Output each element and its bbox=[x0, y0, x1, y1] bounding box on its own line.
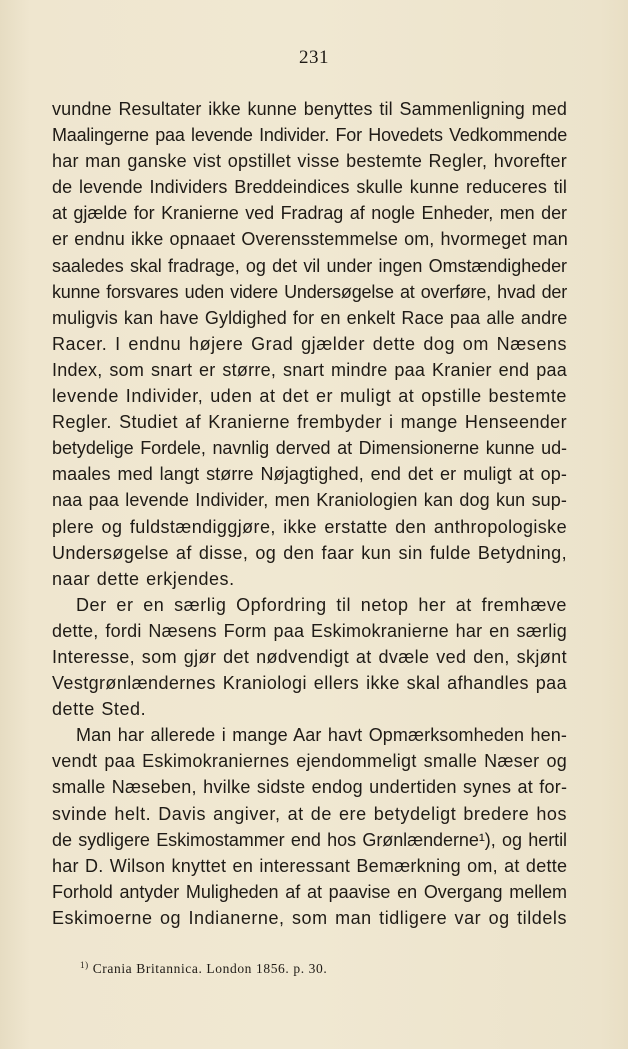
text-line: Index, som snart er større, snart mindre paa Kranier end paa bbox=[52, 359, 567, 380]
text-line: dette Sted. bbox=[52, 699, 147, 720]
text-line: muligvis kan have Gyldighed for en enkelt Race paa alle andre bbox=[52, 307, 568, 328]
text-line: plere og fuldstændiggjøre, ikke erstatte den anthropologiske bbox=[52, 516, 567, 537]
text-line: naar dette erkjendes. bbox=[52, 568, 235, 589]
text-line: maales med langt større Nøjagtighed, end det er muligt at op- bbox=[52, 464, 567, 485]
text-line: at gjælde for Kranierne ved Fradrag af nogle Enheder, men der bbox=[52, 203, 567, 224]
text-line: kunne forsvares uden videre Undersøgelse at overføre, hvad der bbox=[52, 281, 567, 302]
text-line: de levende Individers Breddeindices skulle kunne reduceres til bbox=[52, 177, 567, 198]
footnote bbox=[80, 960, 327, 977]
footnote-text: Crania Britannica. London 1856. p. 30. bbox=[92, 961, 328, 976]
text-line: vundne Resultater ikke kunne benyttes til Sammenligning med bbox=[52, 99, 567, 119]
text-line: saaledes skal fradrage, og det vil under ingen Omstændigheder bbox=[52, 255, 567, 276]
text-line: Der er en særlig Opfordring til netop her at fremhæve bbox=[76, 594, 567, 615]
text-line: svinde helt. Davis angiver, at de ere betydeligt bredere hos bbox=[52, 803, 567, 824]
body-text bbox=[52, 96, 567, 931]
text-line: Maalingerne paa levende Individer. For Hovedets Vedkommende bbox=[52, 125, 567, 146]
text-line: Interesse, som gjør det nødvendigt at dvæle ved den, skjønt bbox=[52, 646, 567, 667]
text-line: de sydligere Eskimostammer end hos Grønlænderne¹), og hertil bbox=[52, 829, 567, 850]
text-line: Man har allerede i mange Aar havt Opmærksomheden hen- bbox=[76, 725, 567, 746]
page-number: 231 bbox=[299, 47, 329, 68]
text-line: betydelige Fordele, navnlig derved at Dimensionerne kunne ud- bbox=[52, 438, 567, 459]
text-line: Eskimoerne og Indianerne, som man tidligere var og tildels bbox=[52, 907, 567, 928]
footnote-marker: 1) bbox=[80, 960, 89, 970]
text-line: er endnu ikke opnaaet Overensstemmelse om, hvormeget man bbox=[52, 229, 568, 250]
text-line: naa paa levende Individer, men Kraniologien kan dog kun sup- bbox=[52, 490, 567, 511]
text-line: Vestgrønlændernes Kraniologi ellers ikke skal afhandles paa bbox=[52, 673, 567, 694]
text-line: smalle Næseben, hvilke sidste endog undertiden synes at for- bbox=[52, 777, 568, 798]
text-line: har man ganske vist opstillet visse bestemte Regler, hvorefter bbox=[52, 151, 567, 172]
text-line: dette, fordi Næsens Form paa Eskimokranierne har en særlig bbox=[52, 620, 567, 641]
text-line: levende Individer, uden at det er muligt at opstille bestemte bbox=[52, 386, 567, 407]
text-line: Racer. I endnu højere Grad gjælder dette dog om Næsens bbox=[52, 333, 567, 354]
text-line: Forhold antyder Muligheden af at paavise en Overgang mellem bbox=[52, 881, 567, 902]
text-line: vendt paa Eskimokraniernes ejendommeligt smalle Næser og bbox=[52, 751, 567, 772]
text-line: Undersøgelse af disse, og den faar kun sin fulde Betydning, bbox=[52, 542, 567, 563]
text-line: Regler. Studiet af Kranierne frembyder i mange Henseender bbox=[52, 412, 567, 433]
text-line: har D. Wilson knyttet en interessant Bemærkning om, at dette bbox=[52, 855, 568, 876]
